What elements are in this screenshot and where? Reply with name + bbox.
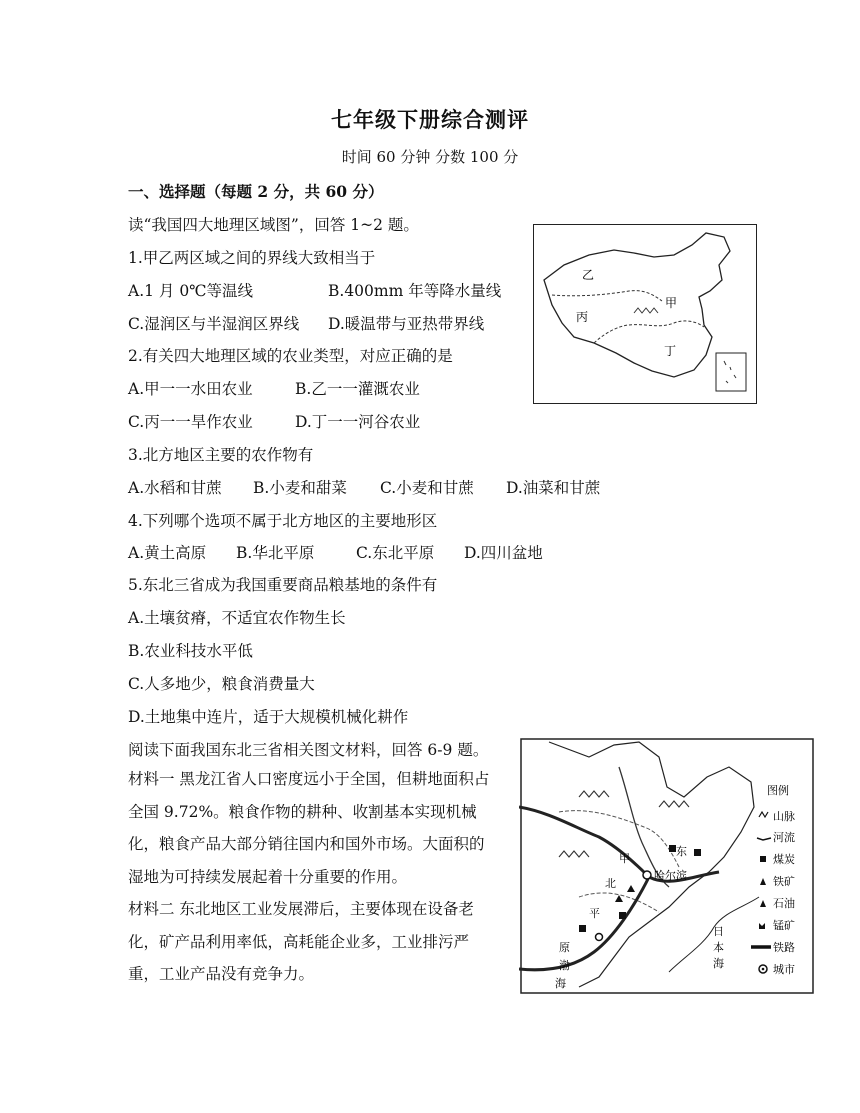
label-east: 东 <box>676 845 687 858</box>
q1-option-a: A.1 月 0℃等温线 <box>128 282 254 300</box>
coal-marker <box>669 845 676 852</box>
mountain-range-2 <box>659 801 689 807</box>
coal-marker <box>579 925 586 932</box>
q5-option-b: B.农业科技水平低 <box>128 642 253 660</box>
q4-option-d: D.四川盆地 <box>464 544 543 562</box>
q3-option-d: D.油菜和甘蔗 <box>506 479 601 497</box>
coal-marker <box>694 849 701 856</box>
svg-text:石油: 石油 <box>773 897 795 910</box>
material-two: 材料二 东北地区工业发展滞后，主要体现在设备老化，矿产品利用率低，高耗能企业多，工业排污严重，工业产品没有竞争力。 <box>128 900 474 983</box>
china-outline <box>544 233 730 377</box>
q1-option-c: C.湿润区与半湿润区界线 <box>128 315 300 333</box>
oil-icon <box>760 900 766 907</box>
region-label-ding: 丁 <box>664 344 677 358</box>
q1-option-d: D.暖温带与亚热带界线 <box>328 315 485 333</box>
label-harbin: 哈尔滨 <box>654 869 687 882</box>
svg-text:铁路: 铁路 <box>773 941 795 954</box>
page-title: 七年级下册综合测评 <box>331 107 529 132</box>
material-one: 材料一 黑龙江省人口密度远小于全国，但耕地面积占全国 9.72%。粮食作物的耕种、收割基本实现机械化，粮食产品大部分销往国内和国外市场。大面积的湿地为可持续发展起着十分重要的作用。 <box>128 770 490 886</box>
map-frame <box>521 739 813 993</box>
oil-marker <box>627 885 635 892</box>
legend <box>751 810 795 976</box>
city-harbin-marker <box>643 871 651 879</box>
q1-option-b: B.400mm 年等降水量线 <box>328 282 502 300</box>
q3-option-a: A.水稻和甘蔗 <box>128 479 222 497</box>
mountain-range-1 <box>579 791 609 797</box>
iron-icon <box>760 878 766 885</box>
south-sea-islands <box>724 361 736 383</box>
label-japan-sea-3: 海 <box>713 957 724 970</box>
section-heading: 一、选择题（每题 2 分，共 60 分） <box>128 182 384 201</box>
svg-text:铁矿: 铁矿 <box>773 875 795 888</box>
page-subtitle: 时间 60 分钟 分数 100 分 <box>341 148 519 166</box>
label-bohai-1: 渤 <box>559 959 570 972</box>
q3-stem: 3.北方地区主要的农作物有 <box>128 446 314 464</box>
intro-q6-9: 阅读下面我国东北三省相关图文材料，回答 6-9 题。 <box>128 741 489 759</box>
region-label-yi: 乙 <box>582 268 595 282</box>
legend-title: 图例 <box>767 784 789 797</box>
boundary-north-south <box>629 321 704 327</box>
svg-text:煤炭: 煤炭 <box>773 853 795 866</box>
mountain-icon <box>759 812 768 817</box>
northeast-china-map <box>519 737 815 995</box>
q2-option-b: B.乙一一灌溉农业 <box>295 380 420 398</box>
label-north: 北 <box>605 877 616 890</box>
q2-option-c: C.丙一一旱作农业 <box>128 413 253 431</box>
coal-icon <box>760 856 766 862</box>
south-sea-inset <box>716 353 746 391</box>
iron-marker <box>615 895 623 902</box>
q5-option-a: A.土壤贫瘠，不适宜农作物生长 <box>128 609 346 627</box>
svg-text:河流: 河流 <box>773 831 795 844</box>
q5-option-c: C.人多地少，粮食消费量大 <box>128 675 315 693</box>
q4-option-b: B.华北平原 <box>236 544 315 562</box>
q3-option-c: C.小麦和甘蔗 <box>380 479 474 497</box>
q2-option-d: D.丁一一河谷农业 <box>295 413 421 431</box>
railway-1 <box>519 807 649 877</box>
northeast-map-drawing <box>519 737 815 995</box>
label-yuan: 原 <box>559 941 570 954</box>
boundary-qinghai <box>594 325 629 343</box>
label-plain: 平 <box>589 907 600 920</box>
q2-stem: 2.有关四大地理区域的农业类型，对应正确的是 <box>128 347 453 365</box>
q4-option-a: A.黄土高原 <box>128 544 207 562</box>
mountain-range-3 <box>559 851 589 857</box>
q5-stem: 5.东北三省成为我国重要商品粮基地的条件有 <box>128 576 438 594</box>
label-jia: 甲 <box>619 852 630 865</box>
label-japan-sea-1: 日 <box>713 925 724 938</box>
q5-option-d: D.土地集中连片，适于大规模机械化耕作 <box>128 708 409 726</box>
china-regions-map <box>533 224 757 404</box>
q1-stem: 1.甲乙两区域之间的界线大致相当于 <box>128 249 376 267</box>
china-map-drawing <box>534 225 756 403</box>
label-japan-sea-2: 本 <box>713 941 724 954</box>
coal-marker <box>619 912 626 919</box>
q2-option-a: A.甲一一水田农业 <box>128 380 253 398</box>
q3-option-b: B.小麦和甜菜 <box>253 479 347 497</box>
mountain-marks <box>634 308 658 313</box>
manganese-icon <box>759 923 765 929</box>
region-label-bing: 丙 <box>576 310 589 324</box>
intro-q1-2: 读“我国四大地理区域图”，回答 1~2 题。 <box>128 216 419 234</box>
svg-text:锰矿: 锰矿 <box>773 919 795 932</box>
q4-option-c: C.东北平原 <box>356 544 435 562</box>
q4-stem: 4.下列哪个选项不属于北方地区的主要地形区 <box>128 512 438 530</box>
river-icon <box>757 838 771 840</box>
svg-text:山脉: 山脉 <box>773 810 795 823</box>
boundary-west <box>552 291 662 301</box>
label-bohai-2: 海 <box>555 977 566 990</box>
city-marker <box>596 934 603 941</box>
region-label-jia: 甲 <box>665 296 678 310</box>
svg-text:城市: 城市 <box>773 963 795 976</box>
